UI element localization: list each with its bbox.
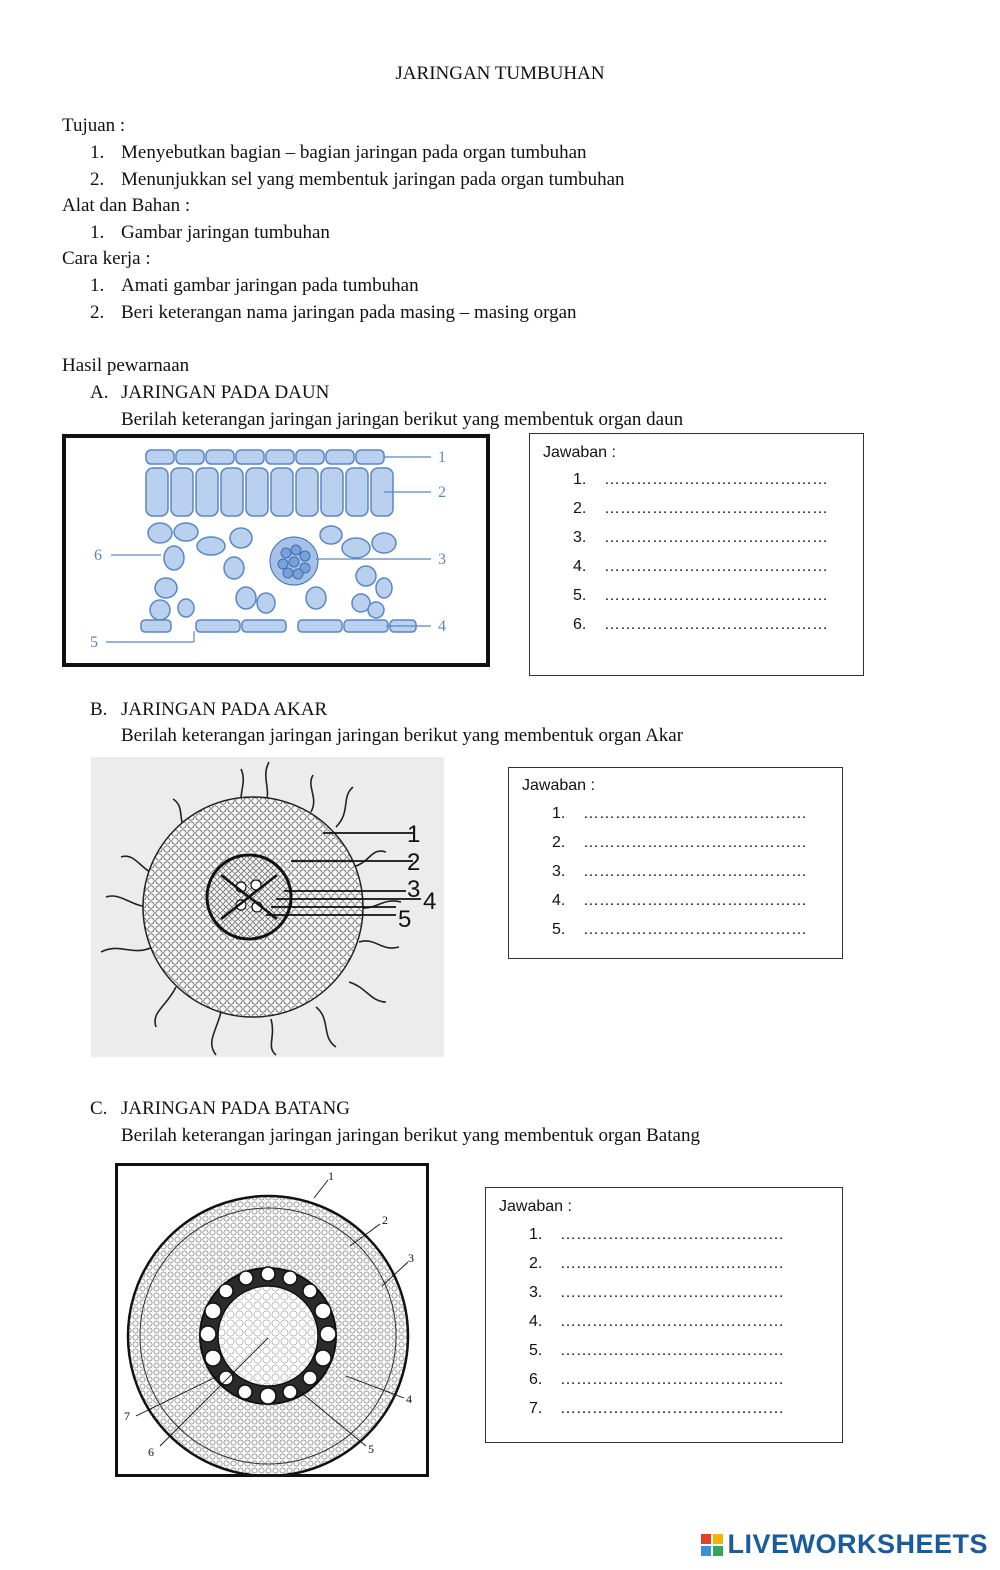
answer-b-3-num: 3. [552,863,566,880]
answer-c-6-num: 6. [529,1371,543,1388]
answer-b-4-field[interactable]: …………………………………… [583,892,807,909]
leaf-label-6: 6 [94,547,102,564]
tujuan-item-1-num: 1. [90,142,105,163]
answer-b-1-num: 1. [552,805,566,822]
answer-c-5-num: 5. [529,1342,543,1359]
answer-a-6-num: 6. [573,616,587,633]
answer-a-6-field[interactable]: …………………………………… [604,616,828,633]
root-cross-section-image [91,757,444,1057]
tujuan-heading: Tujuan : [62,115,126,136]
section-b-heading: JARINGAN PADA AKAR [121,699,328,720]
stem-label-7: 7 [124,1409,130,1423]
answer-a-3-field[interactable]: …………………………………… [604,529,828,546]
leaf-label-2: 2 [438,484,446,501]
stem-label-1: 1 [328,1169,334,1183]
answer-a-4-field[interactable]: …………………………………… [604,558,828,575]
answer-c-4-field[interactable]: …………………………………… [560,1313,784,1330]
section-b-letter: B. [90,699,108,720]
answer-a-3-num: 3. [573,529,587,546]
stem-diagram [118,1166,426,1474]
root-diagram [91,757,444,1057]
answer-box-a [529,433,864,676]
stem-label-5: 5 [368,1442,374,1456]
alat-heading: Alat dan Bahan : [62,195,191,216]
tujuan-item-1: Menyebutkan bagian – bagian jaringan pada organ tumbuhan [121,142,587,163]
answer-c-7-field[interactable]: …………………………………… [560,1400,784,1417]
root-label-5: 5 [398,906,412,933]
liveworksheets-logo[interactable] [701,1529,988,1560]
answer-c-2-field[interactable]: …………………………………… [560,1255,784,1272]
answer-a-4-num: 4. [573,558,587,575]
leaf-label-5: 5 [90,634,98,651]
section-a-instruction: Berilah keterangan jaringan jaringan berikut yang membentuk organ daun [121,409,684,430]
leaf-diagram [66,438,486,663]
stem-cross-section-image [115,1163,429,1477]
stem-label-4: 4 [406,1392,412,1406]
answer-b-1-field[interactable]: …………………………………… [583,805,807,822]
answer-a-1-field[interactable]: …………………………………… [604,471,828,488]
answer-b-5-field[interactable]: …………………………………… [583,921,807,938]
section-a-heading: JARINGAN PADA DAUN [121,382,330,403]
answer-c-2-num: 2. [529,1255,543,1272]
answer-b-2-field[interactable]: …………………………………… [583,834,807,851]
answer-c-3-field[interactable]: …………………………………… [560,1284,784,1301]
answer-box-c-label: Jawaban : [499,1198,572,1215]
leaf-cross-section-image [62,434,490,667]
answer-a-2-num: 2. [573,500,587,517]
stem-label-6: 6 [148,1445,154,1459]
root-label-1: 1 [407,821,421,848]
section-c-instruction: Berilah keterangan jaringan jaringan berikut yang membentuk organ Batang [121,1125,700,1146]
liveworksheets-icon [701,1534,723,1556]
answer-c-1-field[interactable]: …………………………………… [560,1226,784,1243]
answer-c-3-num: 3. [529,1284,543,1301]
cara-item-1: Amati gambar jaringan pada tumbuhan [121,275,419,296]
answer-box-b [508,767,843,959]
answer-c-5-field[interactable]: …………………………………… [560,1342,784,1359]
tujuan-item-2-num: 2. [90,169,105,190]
answer-b-2-num: 2. [552,834,566,851]
hasil-heading: Hasil pewarnaan [62,355,190,376]
root-label-2: 2 [407,849,421,876]
answer-box-a-label: Jawaban : [543,444,616,461]
page-title: JARINGAN TUMBUHAN [395,63,605,84]
answer-box-b-label: Jawaban : [522,777,595,794]
answer-c-1-num: 1. [529,1226,543,1243]
answer-a-2-field[interactable]: …………………………………… [604,500,828,517]
root-label-4: 4 [423,888,437,915]
section-a-letter: A. [90,382,109,403]
section-b-instruction: Berilah keterangan jaringan jaringan berikut yang membentuk organ Akar [121,725,684,746]
stem-label-3: 3 [408,1251,414,1265]
root-label-3: 3 [407,876,421,903]
answer-b-5-num: 5. [552,921,566,938]
tujuan-item-2: Menunjukkan sel yang membentuk jaringan pada organ tumbuhan [121,169,625,190]
answer-b-3-field[interactable]: …………………………………… [583,863,807,880]
section-c-letter: C. [90,1098,108,1119]
answer-a-5-num: 5. [573,587,587,604]
alat-item-1-num: 1. [90,222,105,243]
answer-c-6-field[interactable]: …………………………………… [560,1371,784,1388]
answer-c-4-num: 4. [529,1313,543,1330]
answer-a-1-num: 1. [573,471,587,488]
alat-item-1: Gambar jaringan tumbuhan [121,222,330,243]
leaf-label-1: 1 [438,449,446,466]
answer-c-7-num: 7. [529,1400,543,1417]
stem-label-2: 2 [382,1213,388,1227]
answer-b-4-num: 4. [552,892,566,909]
leaf-label-4: 4 [438,618,446,635]
leaf-label-3: 3 [438,551,446,568]
answer-a-5-field[interactable]: …………………………………… [604,587,828,604]
liveworksheets-wordmark: LIVEWORKSHEETS [727,1529,988,1559]
section-c-heading: JARINGAN PADA BATANG [121,1098,350,1119]
cara-heading: Cara kerja : [62,248,151,269]
cara-item-1-num: 1. [90,275,105,296]
cara-item-2: Beri keterangan nama jaringan pada masing – masing organ [121,302,577,323]
answer-box-c [485,1187,843,1443]
cara-item-2-num: 2. [90,302,105,323]
